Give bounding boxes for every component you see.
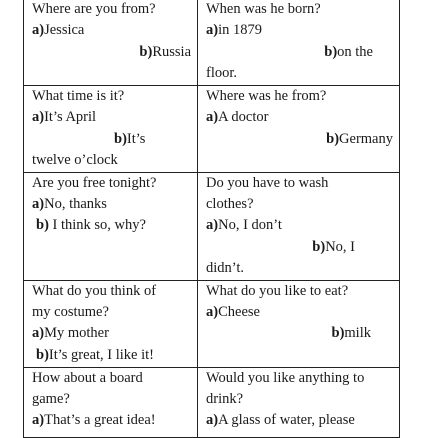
question-text-continued: my costume? <box>32 304 109 321</box>
card-row <box>24 367 400 437</box>
question-text: What time is it? <box>32 88 125 104</box>
card-what-time <box>24 86 198 173</box>
question-text-continued: game? <box>32 391 70 408</box>
card-when-born <box>198 0 400 86</box>
card-like-to-eat <box>198 280 400 367</box>
option-a[interactable]: a)A glass of water, please <box>206 412 355 429</box>
question-text: Are you free tonight? <box>32 174 157 191</box>
card-row <box>24 172 400 280</box>
question-text: What do you think of <box>32 282 157 299</box>
option-b-continued: floor. <box>206 65 238 82</box>
option-a[interactable]: a)No, thanks <box>32 196 107 213</box>
option-b-continued: twelve o’clock <box>32 152 118 169</box>
card-row <box>24 0 400 86</box>
quiz-card-grid <box>23 0 400 438</box>
question-text: How about a board <box>32 369 143 386</box>
option-a[interactable]: a)It’s April <box>32 109 97 126</box>
question-text: Do you have to wash <box>206 174 329 191</box>
option-b[interactable]: b)on the <box>324 43 373 60</box>
card-board-game <box>24 367 198 437</box>
question-text-continued: drink? <box>206 391 244 408</box>
question-text-continued: clothes? <box>206 196 254 213</box>
card-free-tonight <box>24 172 198 280</box>
option-a[interactable]: a)No, I don’t <box>206 217 282 234</box>
question-text: Where are you from? <box>32 1 156 17</box>
question-text: Where was he from? <box>206 88 327 104</box>
option-a[interactable]: a)in 1879 <box>206 22 262 39</box>
option-b-continued: didn’t. <box>206 260 244 277</box>
option-b[interactable]: b)No, I <box>312 238 355 255</box>
option-a[interactable]: a)That’s a great idea! <box>32 412 156 429</box>
option-b[interactable]: b)It’s <box>114 130 146 147</box>
card-costume <box>24 280 198 367</box>
question-text: Would you like anything to <box>206 369 365 386</box>
question-text: When was he born? <box>206 1 321 17</box>
question-text: What do you like to eat? <box>206 282 349 299</box>
card-row <box>24 280 400 367</box>
card-row <box>24 86 400 173</box>
option-a[interactable]: a)Cheese <box>206 304 260 321</box>
option-b[interactable]: b)Germany <box>326 130 393 147</box>
card-wash-clothes <box>198 172 400 280</box>
option-a[interactable]: a)My mother <box>32 325 109 342</box>
card-anything-to-drink <box>198 367 400 437</box>
option-b[interactable]: b)It’s great, I like it! <box>36 346 154 363</box>
option-a[interactable]: a)Jessica <box>32 22 85 39</box>
card-where-from <box>24 0 198 86</box>
option-a[interactable]: a)A doctor <box>206 109 269 126</box>
option-b[interactable]: b)milk <box>331 325 371 342</box>
option-b[interactable]: b)Russia <box>139 43 191 60</box>
card-where-was-he-from <box>198 86 400 173</box>
option-b[interactable]: b) I think so, why? <box>36 217 146 234</box>
